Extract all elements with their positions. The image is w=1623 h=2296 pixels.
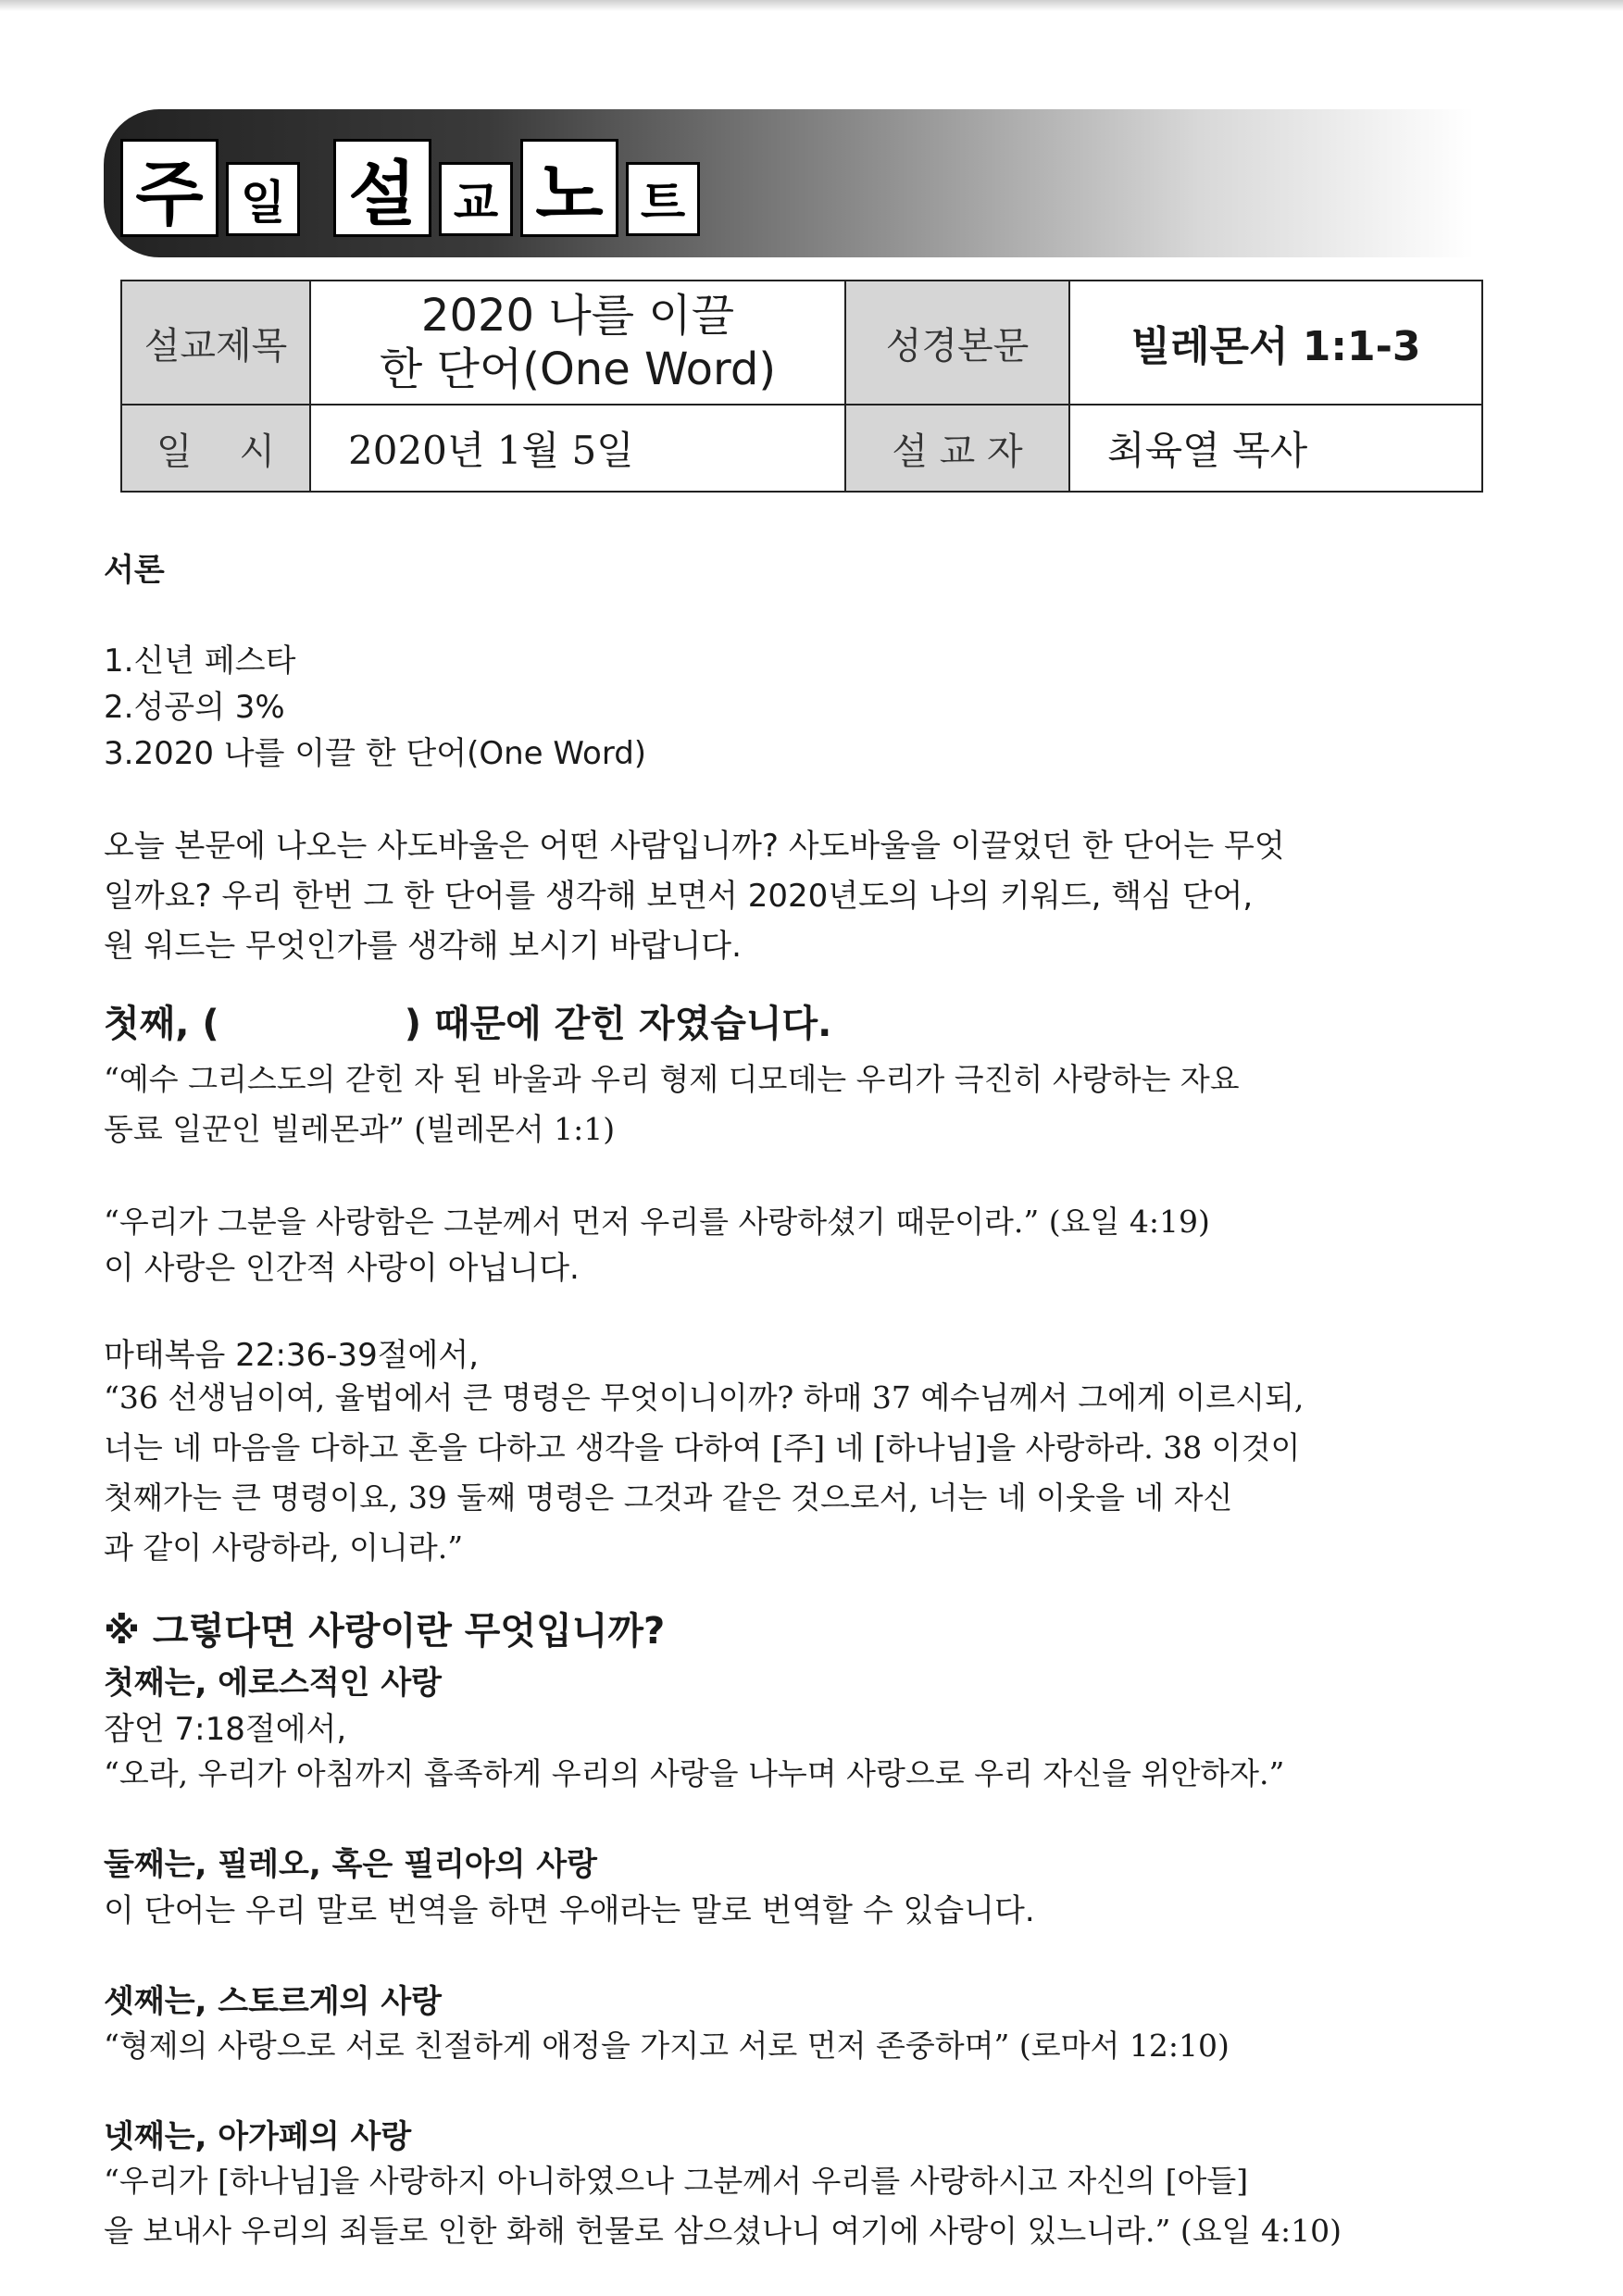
date-value: 2020년 1월 5일 bbox=[310, 405, 845, 492]
love-heading: ※ 그렇다면 사랑이란 무엇입니까? bbox=[104, 1610, 666, 1653]
banner-char: 주 bbox=[120, 139, 218, 237]
intro-item: 1.신년 페스타 bbox=[104, 643, 296, 680]
first-point-heading-a: 첫째, ( bbox=[104, 1003, 219, 1045]
quote-line: 동료 일꾼인 빌레몬과” (빌레몬서 1:1) bbox=[104, 1111, 616, 1147]
quote-line: “오라, 우리가 아침까지 흡족하게 우리의 사랑을 나누며 사랑으로 우리 자신을 위안하자.” bbox=[104, 1755, 1285, 1791]
banner-char: 일 bbox=[226, 162, 300, 236]
quote-line: “예수 그리스도의 갇힌 자 된 바울과 우리 형제 디모데는 우리가 극진히 사랑하는 자요 bbox=[104, 1061, 1240, 1097]
banner-char: 교 bbox=[439, 162, 513, 236]
intro-item: 3.2020 나를 이끌 한 단어(One Word) bbox=[104, 735, 647, 772]
preacher-value: 최육열 목사 bbox=[1069, 405, 1482, 492]
storge-heading: 셋째는, 스토르게의 사랑 bbox=[104, 1983, 443, 2020]
first-point-heading-b: ) 때문에 갇힌 자였습니다. bbox=[404, 1003, 832, 1045]
reference-line: 마태복음 22:36-39절에서, bbox=[104, 1337, 480, 1374]
title-label: 설교제목 bbox=[121, 281, 310, 405]
intro-heading: 서론 bbox=[104, 552, 165, 589]
banner-char: 노 bbox=[520, 139, 618, 237]
quote-line: 첫째가는 큰 명령이요, 39 둘째 명령은 그것과 같은 것으로서, 너는 네 이웃을 네 자신 bbox=[104, 1479, 1233, 1516]
banner-char: 트 bbox=[626, 162, 700, 236]
intro-paragraph-line: 원 워드는 무엇인가를 생각해 보시기 바랍니다. bbox=[104, 928, 742, 965]
scripture-value: 빌레몬서 1:1-3 bbox=[1069, 281, 1482, 405]
quote-line: “36 선생님이여, 율법에서 큰 명령은 무엇이니이까? 하매 37 예수님께서 그에게 이르시되, bbox=[104, 1379, 1305, 1416]
phileo-text: 이 단어는 우리 말로 번역을 하면 우애라는 말로 번역할 수 있습니다. bbox=[104, 1892, 1035, 1929]
preacher-label: 설 교 자 bbox=[845, 405, 1069, 492]
quote-line: “형제의 사랑으로 서로 친절하게 애정을 가지고 서로 먼저 존중하며” (로마서 12:10) bbox=[104, 2028, 1230, 2064]
quote-line: 과 같이 사랑하라, 이니라.” bbox=[104, 1529, 464, 1566]
intro-paragraph-line: 일까요? 우리 한번 그 한 단어를 생각해 보면서 2020년도의 나의 키워드, 핵심 단어, bbox=[104, 878, 1254, 915]
note-line: 이 사랑은 인간적 사랑이 아닙니다. bbox=[104, 1250, 580, 1287]
eros-heading: 첫째는, 에로스적인 사랑 bbox=[104, 1665, 443, 1702]
banner-char: 설 bbox=[333, 139, 431, 237]
sermon-title bbox=[310, 281, 845, 405]
quote-line: “우리가 [하나님]을 사랑하지 아니하였으나 그분께서 우리를 사랑하시고 자신의 [아들] bbox=[104, 2163, 1249, 2199]
sermon-info-table bbox=[120, 280, 1483, 493]
quote-line: 을 보내사 우리의 죄들로 인한 화해 헌물로 삼으셨나니 여기에 사랑이 있느니라.” (요일 4:10) bbox=[104, 2213, 1342, 2249]
phileo-heading: 둘째는, 필레오, 혹은 필리아의 사랑 bbox=[104, 1846, 597, 1883]
quote-line: 너는 네 마음을 다하고 혼을 다하고 생각을 다하여 [주] 네 [하나님]을 사랑하라. 38 이것이 bbox=[104, 1429, 1301, 1466]
sermon-title-line1: 2020 나를 이끌 bbox=[420, 290, 735, 342]
banner-title bbox=[120, 139, 700, 237]
agape-heading: 넷째는, 아가페의 사랑 bbox=[104, 2118, 412, 2155]
first-point-heading bbox=[104, 994, 1483, 1047]
quote-line: “우리가 그분을 사랑함은 그분께서 먼저 우리를 사랑하셨기 때문이라.” (요일 4:19) bbox=[104, 1204, 1210, 1240]
date-label: 일 시 bbox=[121, 405, 310, 492]
scan-edge bbox=[0, 0, 1623, 11]
reference-line: 잠언 7:18절에서, bbox=[104, 1711, 347, 1748]
intro-paragraph-line: 오늘 본문에 나오는 사도바울은 어떤 사람입니까? 사도바울을 이끌었던 한 단어는 무엇 bbox=[104, 828, 1285, 865]
intro-item: 2.성공의 3% bbox=[104, 689, 285, 726]
sermon-title-line2: 한 단어(One Word) bbox=[379, 343, 777, 395]
scripture-label: 성경본문 bbox=[845, 281, 1069, 405]
